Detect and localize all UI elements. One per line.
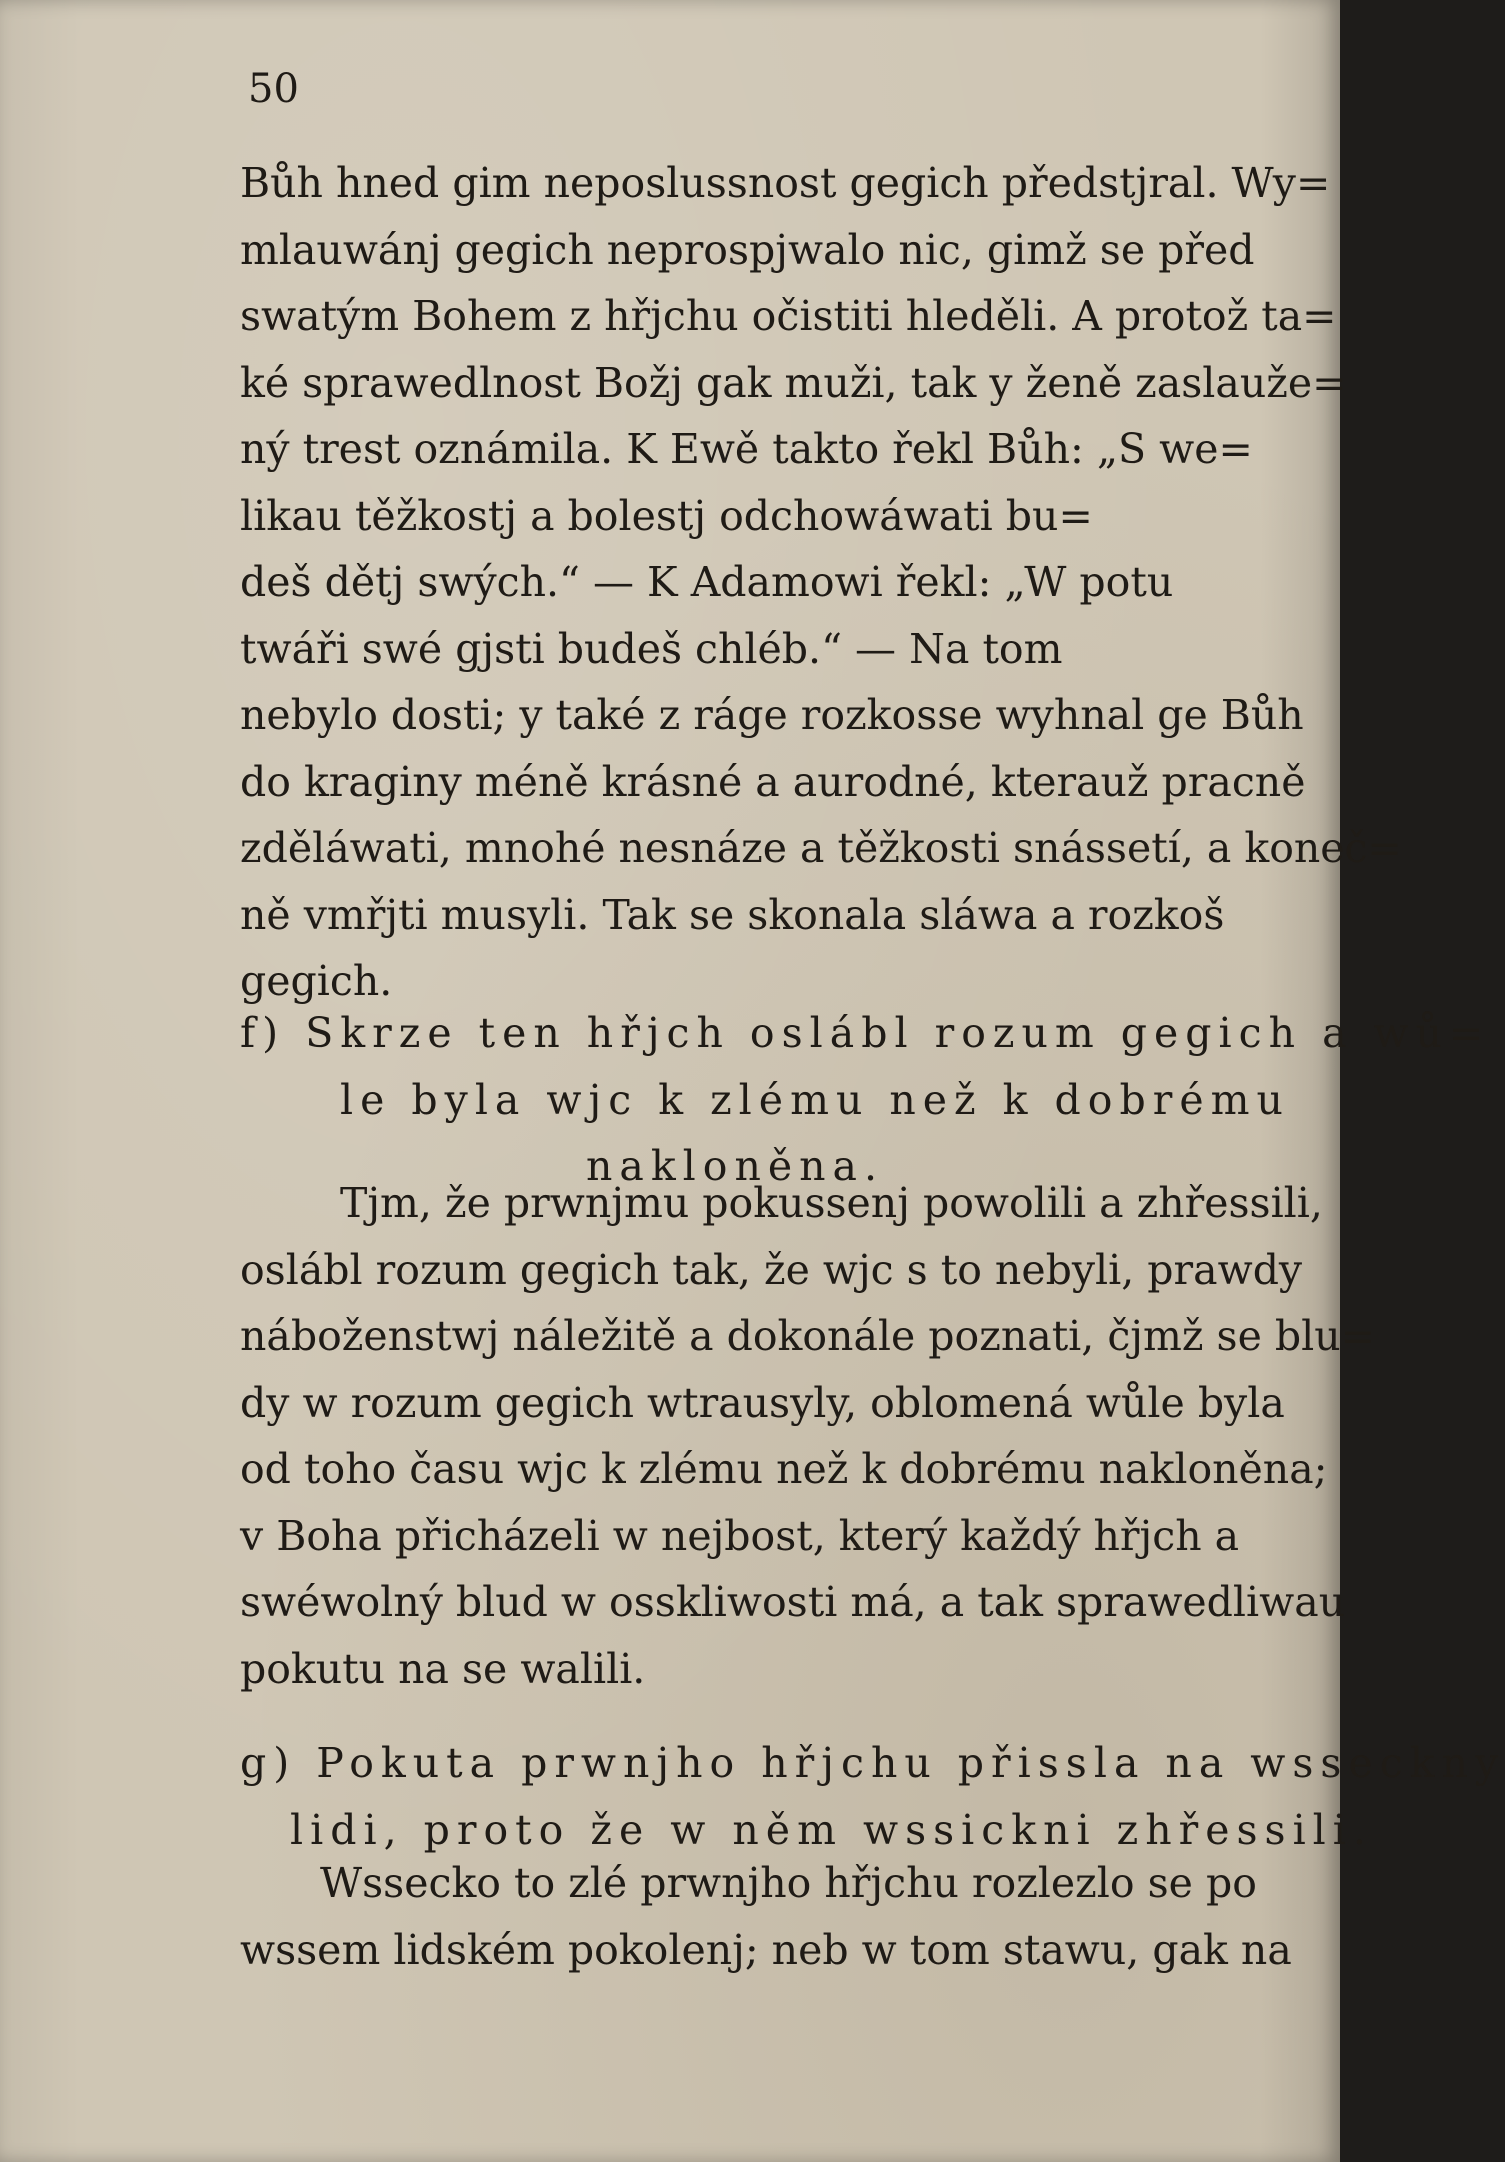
text-line: swéwolný blud w osskliwosti má, a tak sprawedliwau	[240, 1578, 1346, 1626]
text-line: likau těžkostj a bolestj odchowáwati bu=	[240, 491, 1093, 540]
section-heading-g	[240, 1730, 1505, 1863]
text-line: mlauwánj gegich neprospjwalo nic, gimž se před	[240, 225, 1255, 274]
heading-line: le byla wjc k zlému než k dobrému	[340, 1075, 1290, 1124]
heading-line: f) Skrze ten hřjch oslábl rozum gegich a wů=	[240, 1009, 1491, 1057]
text-line: náboženstwj náležitě a dokonále poznati, čjmž se blu=	[240, 1312, 1375, 1360]
paragraph-2	[240, 1170, 1375, 1702]
paragraph-1	[240, 150, 1402, 1015]
text-line: pokutu na se walili.	[240, 1644, 646, 1693]
text-line: v Boha přicházeli w nejbost, který každý hřjch a	[240, 1511, 1240, 1560]
page-number: 50	[248, 66, 299, 112]
text-line: nebylo dosti; y také z ráge rozkosse wyhnal ge Bůh	[240, 691, 1304, 739]
text-line: wssem lidském pokolenj; neb w tom stawu, gak na	[240, 1925, 1292, 1974]
text-line: ně vmřjti musyli. Tak se skonala sláwa a rozkoš	[240, 890, 1225, 939]
text-line: do kraginy méně krásné a aurodné, kterauž pracně	[240, 757, 1306, 806]
text-line: dy w rozum gegich wtrausyly, oblomená wůle byla	[240, 1378, 1285, 1427]
text-line: ké sprawedlnost Božj gak muži, tak y ženě zaslauže=	[240, 358, 1347, 407]
text-line: od toho času wjc k zlému než k dobrému nakloněna;	[240, 1445, 1328, 1493]
heading-line: lidi, proto že w něm wssickni zhřessili.	[290, 1805, 1373, 1854]
text-line: swatým Bohem z hřjchu očistiti hleděli. A protož ta=	[240, 292, 1337, 340]
text-line: zděláwati, mnohé nesnáze a těžkosti snássetí, a koneč=	[240, 824, 1402, 872]
text-line: Tjm, že prwnjmu pokussenj powolili a zhřessili,	[340, 1179, 1323, 1227]
text-line: ný trest oznámila. K Ewě takto řekl Bůh: „S we=	[240, 425, 1253, 473]
text-line: Bůh hned gim neposlussnost gegich předstjral. Wy=	[240, 159, 1331, 207]
text-line: deš dětj swých.“ — K Adamowi řekl: „W potu	[240, 558, 1174, 606]
paragraph-3	[240, 1850, 1292, 1983]
heading-line: nakloněna.	[585, 1142, 885, 1190]
text-line: oslábl rozum gegich tak, že wjc s to nebyli, prawdy	[240, 1245, 1303, 1294]
text-line: Wssecko to zlé prwnjho hřjchu rozlezlo se po	[320, 1859, 1257, 1907]
text-line: gegich.	[240, 957, 393, 1005]
heading-line: g) Pokuta prwnjho hřjchu přissla na wsseckny	[240, 1739, 1505, 1787]
text-line: twáři swé gjsti budeš chléb.“ — Na tom	[240, 624, 1063, 673]
